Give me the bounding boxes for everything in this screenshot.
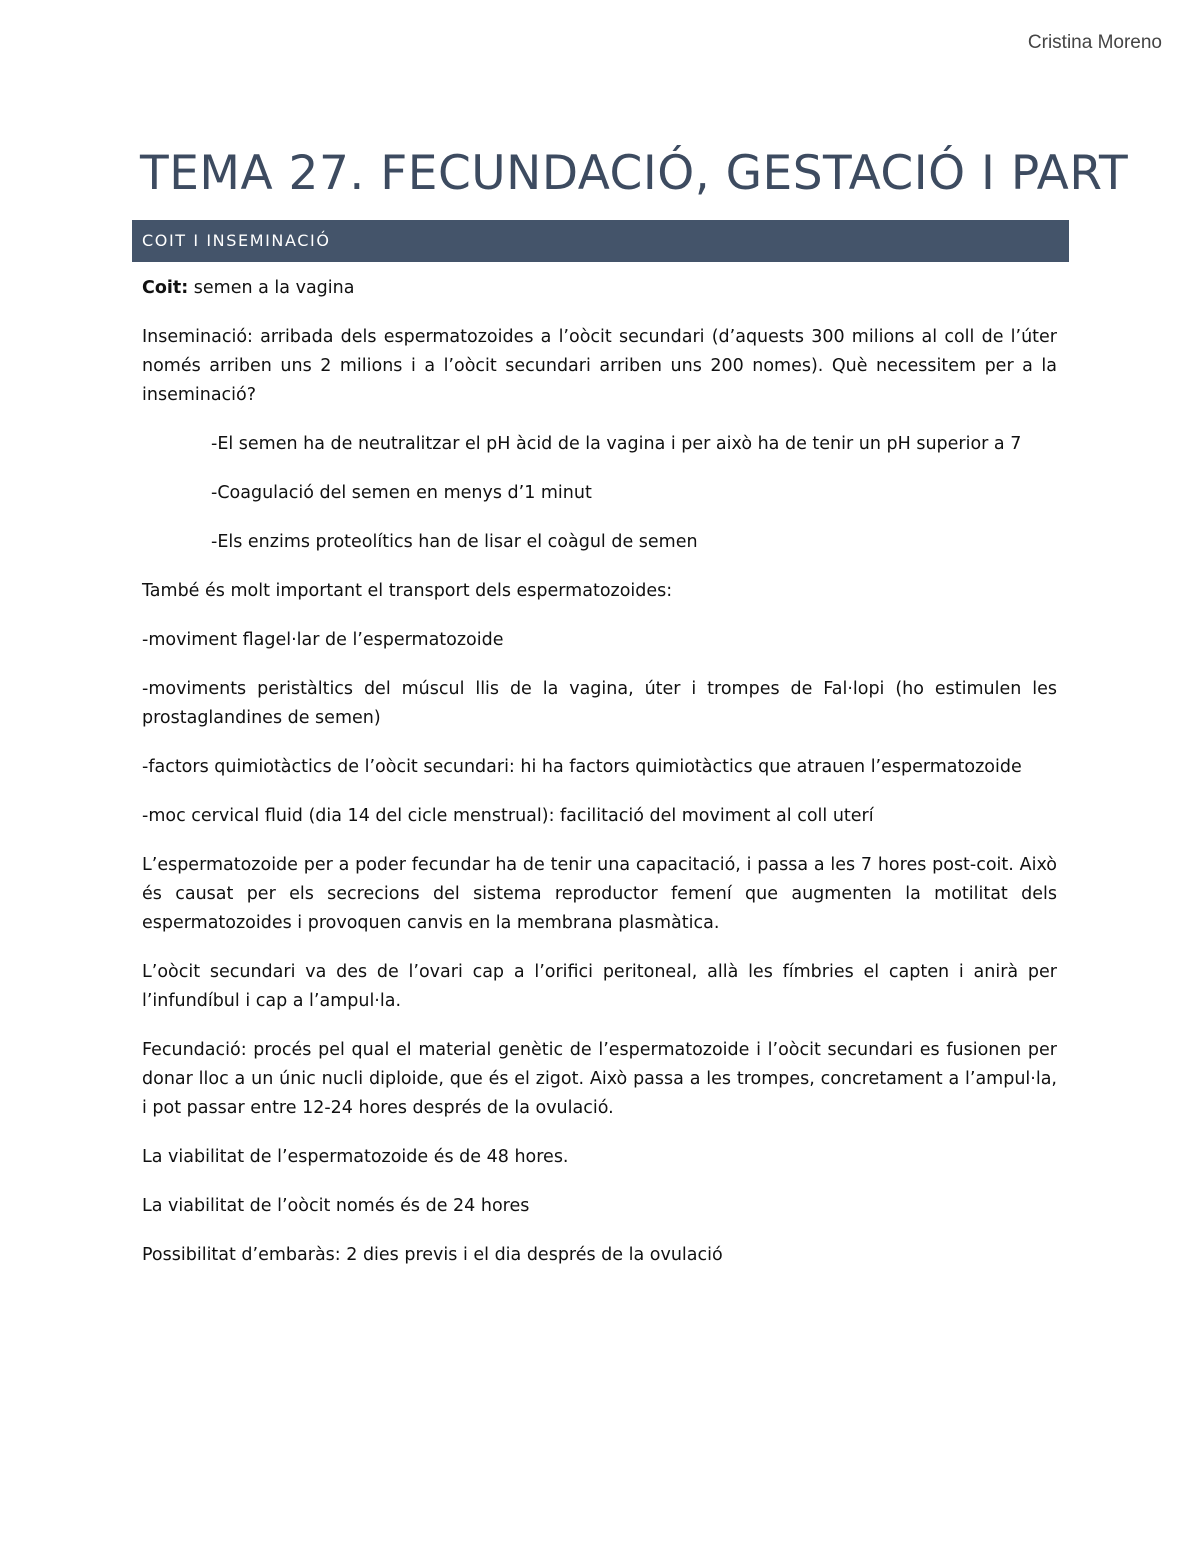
transport-intro: També és molt important el transport dels espermatozoides: bbox=[142, 581, 673, 601]
header-author-name: Cristina Moreno bbox=[1027, 32, 1162, 53]
document-body bbox=[142, 274, 1057, 1290]
coit-text: semen a la vagina bbox=[188, 278, 355, 298]
oocit-path-paragraph: L’oòcit secundari va des de l’ovari cap a l’orifici peritoneal, allà les fímbries el capten i anirà per l’infundíbul i cap a l’ampul·la. bbox=[142, 962, 1057, 1011]
section-heading-bar bbox=[132, 220, 1069, 262]
viability-oocyte: La viabilitat de l’oòcit només és de 24 hores bbox=[142, 1196, 530, 1216]
coit-term: Coit: bbox=[142, 278, 189, 298]
fecundacio-paragraph: Fecundació: procés pel qual el material genètic de l’espermatozoide i l’oòcit secundari es fusionen per donar lloc a un únic nucli diploide, que és el zigot. Això passa a les trompes, concretament a l’ampul·la, i pot passar entre 12-24 hores després de la ovulació. bbox=[142, 1040, 1057, 1118]
requirement-item: -Els enzims proteolítics han de lisar el coàgul de semen bbox=[211, 532, 698, 552]
transport-item: -moc cervical fluid (dia 14 del cicle menstrual): facilitació del moviment al coll uterí bbox=[142, 806, 874, 826]
transport-item: -factors quimiotàctics de l’oòcit secundari: hi ha factors quimiotàctics que atrauen l’espermatozoide bbox=[142, 757, 1022, 777]
requirement-item: -El semen ha de neutralitzar el pH àcid de la vagina i per això ha de tenir un pH superior a 7 bbox=[211, 434, 1022, 454]
transport-item: -moviments peristàltics del múscul llis de la vagina, úter i trompes de Fal·lopi (ho estimulen les prostaglandines de semen) bbox=[142, 679, 1057, 728]
page-title: TEMA 27. FECUNDACIÓ, GESTACIÓ I PART bbox=[140, 146, 1129, 201]
pregnancy-possibility: Possibilitat d’embaràs: 2 dies previs i el dia després de la ovulació bbox=[142, 1245, 723, 1265]
transport-item: -moviment flagel·lar de l’espermatozoide bbox=[142, 630, 504, 650]
viability-sperm: La viabilitat de l’espermatozoide és de 48 hores. bbox=[142, 1147, 569, 1167]
coit-definition bbox=[142, 274, 1057, 303]
requirement-item: -Coagulació del semen en menys d’1 minut bbox=[211, 483, 592, 503]
section-heading-text: COIT I INSEMINACIÓ bbox=[142, 231, 331, 250]
inseminacio-paragraph: Inseminació: arribada dels espermatozoides a l’oòcit secundari (d’aquests 300 milions al coll de l’úter només arriben uns 2 milions i a l’oòcit secundari arriben uns 200 nomes). Què necessitem per a la inseminació? bbox=[142, 327, 1057, 405]
capacitacio-paragraph: L’espermatozoide per a poder fecundar ha de tenir una capacitació, i passa a les 7 hores post-coit. Això és causat per els secrecions del sistema reproductor femení que augmenten la motilitat dels espermatozoides i provoquen canvis en la membrana plasmàtica. bbox=[142, 855, 1057, 933]
